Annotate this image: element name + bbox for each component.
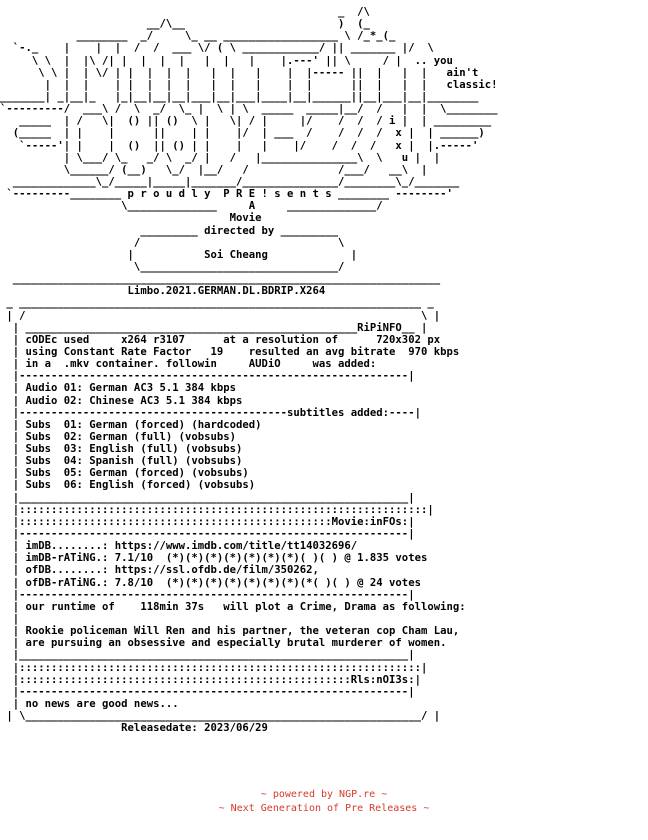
nfo-line: \ \ | | \/ | | | | | | | | | |----- || | | | ain't	[0, 66, 479, 79]
nfo-line: | Subs 02: German (full) (vobsubs)	[0, 430, 236, 443]
nfo-line: | Subs 03: English (full) (vobsubs)	[0, 443, 243, 456]
nfo-line: | Rookie policeman Will Ren and his partner, the veteran cop Cham Lau,	[0, 625, 460, 638]
nfo-line: __/\__ ) (_	[0, 18, 370, 31]
nfo-line: | \______________________________________________________________/ |	[0, 710, 441, 723]
nfo-line: | ofDB........: https://ssl.ofdb.de/film/350262,	[0, 564, 319, 577]
nfo-line: ___________________________________________________________________	[0, 273, 441, 286]
nfo-line: \_______________________________/	[0, 260, 345, 273]
nfo-line: |	[0, 613, 20, 626]
nfo-line: |-------------------------------------------------------------|	[0, 685, 415, 698]
nfo-line: | Subs 05: German (forced) (vobsubs)	[0, 467, 249, 480]
powered-by-credit: ~ powered by NGP.re ~	[260, 789, 388, 800]
nfo-line: | in a .mkv container. followin AUDiO was added:	[0, 358, 377, 371]
nfo-line: `-----'| | | () || () | | | | |/ / / / x | |.-----'	[0, 139, 479, 152]
nfo-line: | | | | | | | | | | | | | || | | | classic!	[0, 78, 498, 91]
nfo-line: _____ | / \| () || () \ | \| / | |/ / / / i | | _________	[0, 115, 492, 128]
nfo-line: |::::::::::::::::::::::::::::::::::::::::::::::::::::Rls:nOI3s:|	[0, 673, 421, 686]
nfo-line: | Soi Cheang |	[0, 248, 358, 261]
nfo-line: |::::::::::::::::::::::::::::::::::::::::::::::::::::::::::::::::|	[0, 503, 434, 516]
nfo-line: `-._ | | | / / ___ \/ ( \ ____________/ || _______ |/ \	[0, 42, 434, 55]
nfo-line: _ /\	[0, 6, 370, 18]
nfo-line: \______________ A ______________/	[0, 200, 383, 213]
nfo-line: ________ _/ \_ __ __________________ \ /_*_(_	[0, 30, 396, 43]
nfo-line: | our runtime of 118min 37s will plot a Crime, Drama as following:	[0, 600, 466, 613]
nfo-line: _____________\_/_____|_____|_______/_______________/________\_/_______	[0, 175, 460, 188]
nfo-line: |-------------------------------------------------------------|	[0, 528, 415, 541]
nfo-line: `---------/ ___\ / \ _/ \_ | \ | \ _____ _____|__/ / | | \________	[0, 103, 498, 116]
nfo-line: | Subs 01: German (forced) (hardcoded)	[0, 418, 262, 431]
nfo-line: |:::::::::::::::::::::::::::::::::::::::::::::::::::::::::::::::|	[0, 661, 428, 674]
nfo-line: | / \ |	[0, 309, 441, 322]
nfo-line: | no news are good news...	[0, 698, 179, 711]
nfo-line: |:::::::::::::::::::::::::::::::::::::::::::::::::Movie:inFOs:|	[0, 515, 415, 528]
nfo-line: | Subs 04: Spanish (full) (vobsubs)	[0, 455, 243, 468]
nfo-line: | Subs 06: English (forced) (vobsubs)	[0, 479, 256, 492]
nfo-line: _ _______________________________________________________________ _	[0, 297, 434, 310]
nfo-line: / \	[0, 236, 345, 249]
nfo-line: |------------------------------------------subtitles added:----|	[0, 406, 421, 419]
nfo-line: | using Constant Rate Factor 19 resulted an avg bitrate 970 kbps	[0, 345, 460, 358]
nfo-line: \ \ | |\ /| | | | | | | | |.---' || \ / | .. you	[0, 54, 453, 67]
nfo-line: | \___/ \_ _/ \ _/ | / |_______________\ \ u | |	[0, 151, 441, 164]
nfo-line: \______/ (__) \_/ |__/ / /___/ __\ |	[0, 163, 428, 176]
nfo-line: `---------________ p r o u d l y P R E ! s e n t s ________ --------'	[0, 188, 453, 201]
nfo-line: Limbo.2021.GERMAN.DL.BDRIP.X264	[0, 285, 326, 298]
nfo-line: |-------------------------------------------------------------|	[0, 588, 415, 601]
nfo-line: Releasedate: 2023/06/29	[0, 722, 268, 735]
nfo-line: _________ directed by _________	[0, 224, 339, 237]
nfo-line: | imDB-rATiNG.: 7.1/10 (*)(*)(*)(*)(*)(*)(*)( )( ) @ 1.835 votes	[0, 552, 428, 565]
nfo-line: Movie	[0, 212, 262, 225]
nfo-text-block	[0, 6, 648, 734]
nfo-line: | are pursuing an obsessive and especially brutal murderer of women.	[0, 637, 447, 650]
nfo-line: (_____ | | | || | | |/ | ___ / / / / x | | ______)	[0, 127, 485, 140]
nfo-line: |_____________________________________________________________|	[0, 649, 415, 662]
nfo-line: |_____________________________________________________________|	[0, 491, 415, 504]
nfo-line: | ____________________________________________________RiPiNFO__ |	[0, 321, 428, 334]
nfo-line: | cODEc used x264 r3107 at a resolution of 720x302 px	[0, 333, 441, 346]
nfo-line: |-------------------------------------------------------------|	[0, 370, 415, 383]
next-generation-credit: ~ Next Generation of Pre Releases ~	[218, 803, 430, 814]
nfo-line: _______| _|__|_ |_|__|__|__|___|__|___|____|__|______||__|___|__|________	[0, 90, 479, 103]
nfo-line: | imDB........: https://www.imdb.com/title/tt14032696/	[0, 540, 358, 553]
nfo-line: | Audio 02: Chinese AC3 5.1 384 kbps	[0, 394, 243, 407]
nfo-line: | ofDB-rATiNG.: 7.8/10 (*)(*)(*)(*)(*)(*)(*)(*( )( ) @ 24 votes	[0, 576, 421, 589]
nfo-line: | Audio 01: German AC3 5.1 384 kbps	[0, 382, 236, 395]
